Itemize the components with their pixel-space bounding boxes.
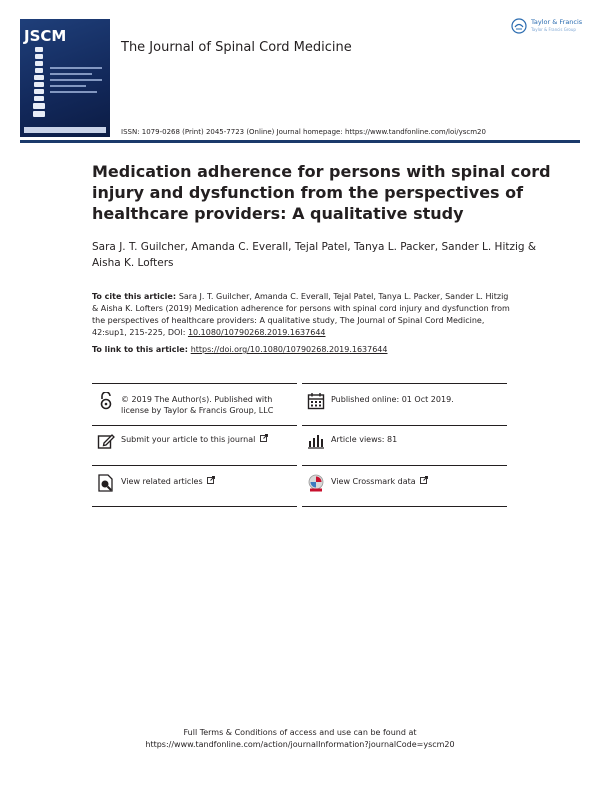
divider [302, 383, 507, 384]
edit-icon [97, 432, 115, 450]
header-divider [20, 140, 580, 143]
open-access-icon [97, 392, 115, 410]
footer [0, 727, 600, 751]
publisher-logo-icon [511, 18, 527, 34]
issn-line [121, 128, 486, 136]
calendar-icon [307, 392, 325, 410]
divider [92, 383, 297, 384]
divider [302, 506, 507, 507]
license-info [97, 392, 297, 422]
published-text: Published online: 01 Oct 2019. [331, 395, 454, 404]
citation [92, 291, 512, 339]
article-link-line [92, 345, 388, 354]
citation-text: Sara J. T. Guilcher, Amanda C. Everall, Tejal Patel, Tanya L. Packer, Sander L. Hitzig & Aisha K. Lofters (2019) Medication adherence for persons with spinal cord injury and dysfunction from the perspectives of healthcare providers: A qualitative study, The Journal of Spinal Cord Medicine, 42:sup1, 215-225, DOI: [92, 292, 510, 337]
submit-article-link[interactable] [97, 432, 297, 452]
divider [92, 506, 297, 507]
article-title: Medication adherence for persons with spinal cord injury and dysfunction from the perspectives of healthcare providers: A qualitative study [92, 162, 551, 223]
journal-homepage-link[interactable]: https://www.tandfonline.com/loi/yscm20 [344, 128, 486, 136]
journal-cover-image [20, 19, 110, 137]
related-articles-label [121, 476, 215, 487]
external-link-icon [260, 434, 268, 442]
bar-chart-icon [307, 432, 325, 450]
license-line-1: © 2019 The Author(s). Published with [121, 395, 273, 404]
crossmark-text: View Crossmark data [331, 477, 416, 486]
crossmark-label [331, 476, 428, 487]
divider [92, 465, 297, 466]
external-link-icon [420, 476, 428, 484]
cover-logos [24, 127, 106, 133]
cover-text-lines [50, 67, 102, 97]
publisher-subtitle: Taylor & Francis Group [531, 27, 576, 32]
publisher-name: Taylor & Francis [531, 18, 583, 26]
divider [92, 425, 297, 426]
article-views-text: Article views: 81 [331, 435, 398, 444]
spine-illustration [32, 47, 46, 123]
footer-terms: Full Terms & Conditions of access and use can be found at [183, 728, 417, 737]
journal-name: The Journal of Spinal Cord Medicine [121, 40, 352, 55]
submit-article-text: Submit your article to this journal [121, 435, 256, 444]
crossmark-icon [307, 474, 325, 492]
related-articles-text: View related articles [121, 477, 203, 486]
external-link-icon [207, 476, 215, 484]
citation-label: To cite this article: [92, 292, 179, 301]
divider [302, 465, 507, 466]
article-link-label: To link to this article: [92, 345, 191, 354]
issn-text: ISSN: 1079-0268 (Print) 2045-7723 (Online) Journal homepage: [121, 128, 345, 136]
published-date [307, 392, 507, 412]
article-views [307, 432, 507, 452]
cover-title: JSCM [24, 27, 67, 45]
publisher-logo [511, 17, 586, 35]
divider [302, 425, 507, 426]
doi-link[interactable]: 10.1080/10790268.2019.1637644 [187, 328, 326, 337]
license-line-2: license by Taylor & Francis Group, LLC [121, 406, 274, 415]
submit-article-label [121, 434, 268, 445]
search-document-icon [97, 474, 115, 492]
license-text [121, 394, 273, 416]
article-authors: Sara J. T. Guilcher, Amanda C. Everall, Tejal Patel, Tanya L. Packer, Sander L. Hitzig & Aisha K. Lofters [92, 241, 537, 269]
footer-terms-link[interactable]: https://www.tandfonline.com/action/journalInformation?journalCode=yscm20 [145, 740, 455, 749]
crossmark-link[interactable] [307, 474, 507, 494]
article-link[interactable]: https://doi.org/10.1080/10790268.2019.1637644 [190, 345, 388, 354]
related-articles-link[interactable] [97, 474, 297, 494]
